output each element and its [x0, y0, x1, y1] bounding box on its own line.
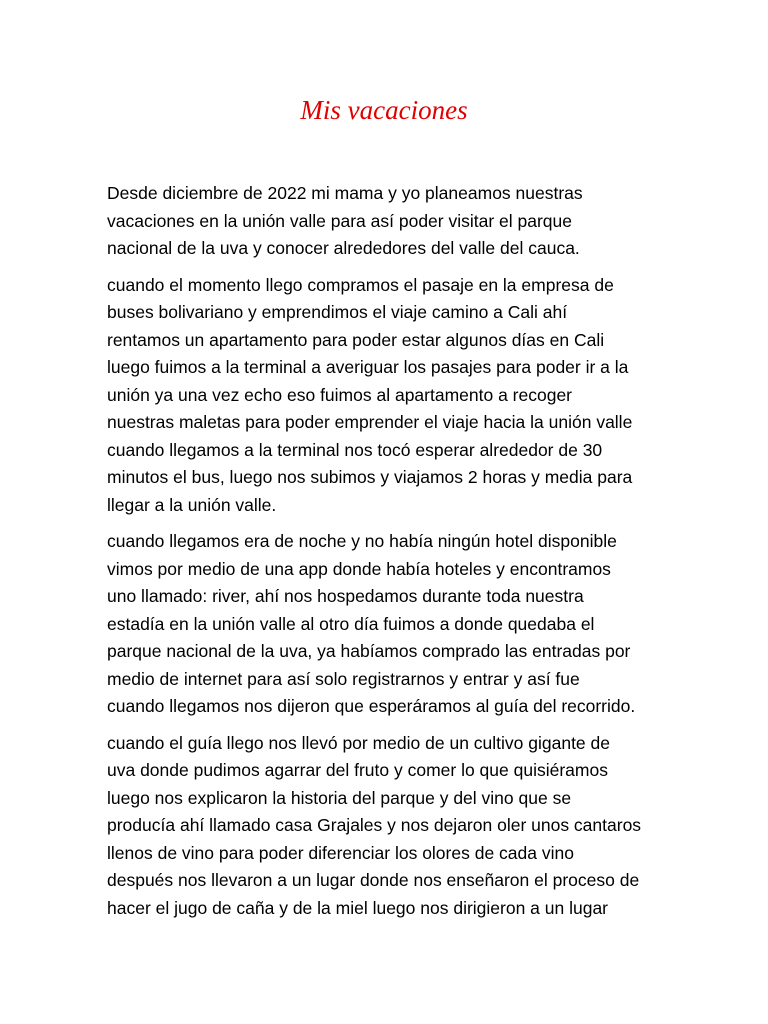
- text-line: después nos llevaron a un lugar donde nos enseñaron el proceso de: [107, 870, 640, 890]
- text-line: cuando el momento llego compramos el pasaje en la empresa de: [107, 274, 614, 295]
- text-line: vimos por medio de una app donde había hoteles y encontramos: [107, 558, 611, 579]
- paragraph-2: [107, 272, 687, 520]
- text-line: cuando llegamos a la terminal nos tocó esperar alrededor de 30: [107, 439, 603, 460]
- text-line: luego nos explicaron la historia del parque y del vino que se: [107, 787, 572, 808]
- text-line: estadía en la unión valle al otro día fuimos a donde quedaba el: [107, 613, 595, 634]
- text-line: cuando el guía llego nos llevó por medio de un cultivo gigante de: [107, 732, 610, 753]
- text-line: uva donde pudimos agarrar del fruto y comer lo que quisiéramos: [107, 760, 608, 780]
- text-line: nuestras maletas para poder emprender el viaje hacia la unión valle: [107, 412, 633, 432]
- text-line: cuando llegamos era de noche y no había ningún hotel disponible: [107, 531, 617, 551]
- text-line: parque nacional de la uva, ya habíamos comprado las entradas por: [107, 641, 631, 661]
- text-line: llegar a la unión valle.: [107, 494, 277, 515]
- text-line: vacaciones en la unión valle para así poder visitar el parque: [107, 210, 573, 231]
- text-line: hacer el jugo de caña y de la miel luego nos dirigieron a un lugar: [107, 897, 609, 918]
- document-title: Mis vacaciones: [300, 95, 468, 125]
- text-line: rentamos un apartamento para poder estar algunos días en Cali: [107, 329, 605, 350]
- text-line: cuando llegamos nos dijeron que esperáramos al guía del recorrido.: [107, 696, 636, 716]
- paragraph-3: [107, 528, 687, 721]
- text-line: luego fuimos a la terminal a averiguar los pasajes para poder ir a la: [107, 357, 629, 377]
- text-line: Desde diciembre de 2022 mi mama y yo planeamos nuestras: [107, 183, 583, 203]
- text-line: uno llamado: river, ahí nos hospedamos durante toda nuestra: [107, 586, 584, 606]
- text-line: llenos de vino para poder diferenciar los olores de cada vino: [107, 842, 574, 863]
- text-line: medio de internet para así solo registrarnos y entrar y así fue: [107, 668, 580, 689]
- text-line: minutos el bus, luego nos subimos y viajamos 2 horas y media para: [107, 467, 633, 487]
- paragraph-1: [107, 180, 687, 263]
- text-line: producía ahí llamado casa Grajales y nos dejaron oler unos cantaros: [107, 815, 642, 835]
- text-line: unión ya una vez echo eso fuimos al apartamento a recoger: [107, 384, 573, 405]
- text-line: nacional de la uva y conocer alrededores del valle del cauca.: [107, 238, 580, 258]
- document-body: [107, 180, 687, 931]
- paragraph-4: [107, 730, 687, 923]
- text-line: buses bolivariano y emprendimos el viaje camino a Cali ahí: [107, 302, 568, 322]
